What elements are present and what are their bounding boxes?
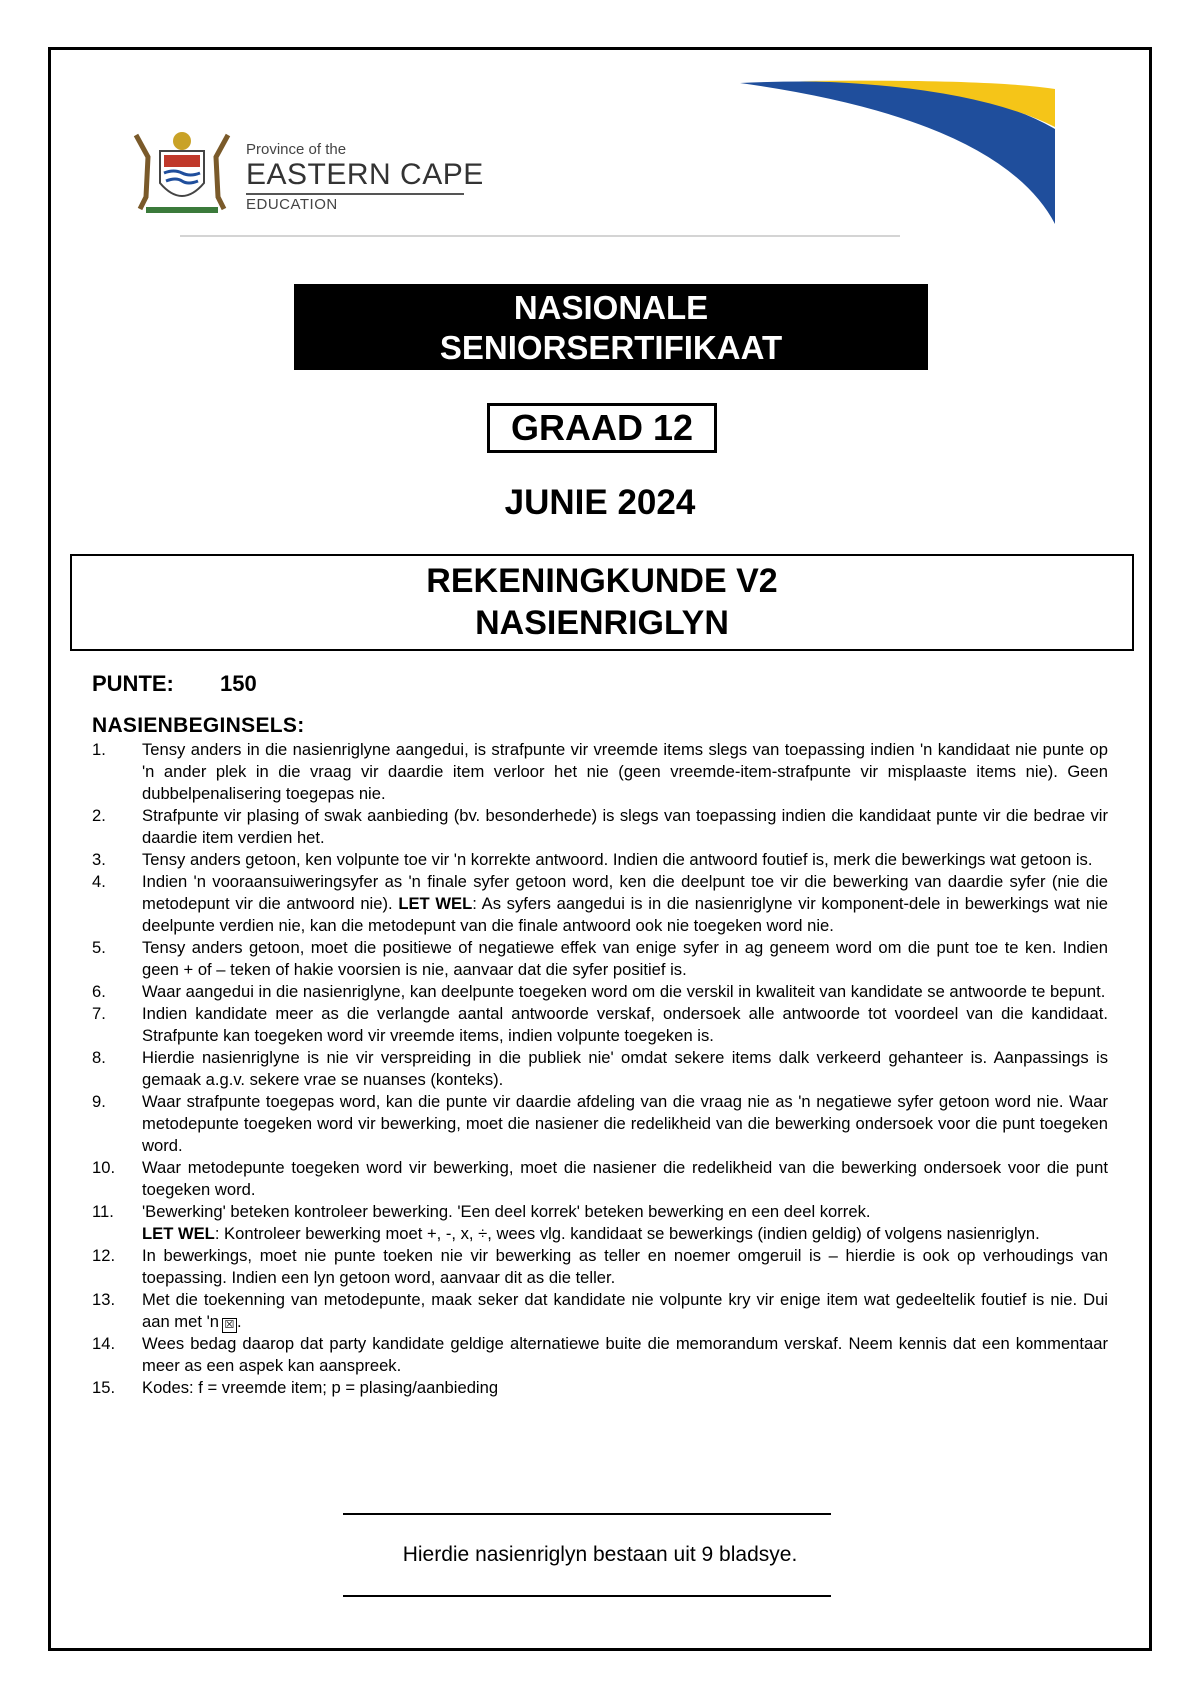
item-number: 14. — [92, 1334, 116, 1353]
item-text: Met die toekenning van metodepunte, maak seker dat kandidate nie volpunte kry vir enige item wat gedeeltelik foutief is nie. Dui aan met 'n ☒ . — [142, 1290, 1108, 1331]
page-count-note: Hierdie nasienriglyn bestaan uit 9 bladsye. — [402, 1543, 798, 1566]
list-item — [92, 1003, 1108, 1047]
item-number: 11. — [92, 1202, 114, 1221]
item-number: 3. — [92, 850, 106, 869]
list-item — [92, 739, 1108, 805]
list-item — [92, 805, 1108, 849]
swoosh-graphic-icon — [740, 79, 1055, 224]
list-item — [92, 981, 1108, 1003]
banner-line-2: SENIORSERTIFIKAAT — [439, 329, 783, 366]
coat-of-arms-icon — [126, 127, 238, 217]
list-item — [92, 1201, 1108, 1245]
subject-box — [70, 554, 1134, 651]
item-number: 15. — [92, 1378, 116, 1397]
marking-principles — [92, 713, 1108, 1399]
logo-main-text: EASTERN CAPE — [246, 158, 484, 191]
note-label: LET WEL — [142, 1224, 215, 1243]
item-number: 10. — [92, 1158, 116, 1177]
list-item — [92, 1091, 1108, 1157]
item-number: 13. — [92, 1290, 116, 1309]
item-text: Tensy anders getoon, moet die positiewe of negatiewe effek van enige syfer in ag geneem word om die punt toe te ken. Indien geen + of – teken of hakie voorsien is nie, aanvaar dat die syfer positief is. — [142, 938, 1108, 979]
note-label: LET WEL — [398, 894, 473, 913]
document-type: NASIENRIGLYN — [475, 604, 729, 642]
list-item — [92, 1157, 1108, 1201]
item-text: Waar metodepunte toegeken word vir bewerking, moet die nasiener die redelikheid van die bewerking ondersoek voor die punt toegeken word. — [142, 1158, 1108, 1199]
item-number: 5. — [92, 938, 106, 957]
item-number: 1. — [92, 740, 106, 759]
item-text: Wees bedag daarop dat party kandidate geldige alternatiewe buite die memorandum verskaf. Neem kennis dat een kommentaar meer as een aspek kan aanspreek. — [142, 1334, 1108, 1375]
item-text: Waar aangedui in die nasienriglyne, kan deelpunte toegeken word om die verskil in kwaliteit van kandidate se antwoorde te bepunt. — [142, 982, 1106, 1001]
item-text: Waar strafpunte toegepas word, kan die punte vir daardie afdeling van die vraag nie as 'n negatiewe syfer getoon word nie. Waar metodepunte toegeken word vir bewerking, moet die nasiener die redelikheid van die bewerking ondersoek voor die punt toegeken word. — [142, 1092, 1108, 1155]
subject-title: REKENINGKUNDE V2 — [426, 562, 778, 600]
certificate-banner — [294, 284, 928, 370]
principles-list — [92, 739, 1108, 1399]
item-text: Kodes: f = vreemde item; p = plasing/aanbieding — [142, 1378, 499, 1397]
item-number: 12. — [92, 1246, 116, 1265]
item-text: Tensy anders getoon, ken volpunte toe vir 'n korrekte antwoord. Indien die antwoord foutief is, merk die bewerkings wat getoon is. — [142, 850, 1093, 869]
item-text: Indien kandidate meer as die verlangde aantal antwoorde verskaf, ondersoek alle antwoorde tot voordeel van die kandidaat. Strafpunte kan toegeken word vir vreemde items, indien volpunte toegeken is. — [142, 1004, 1108, 1045]
banner-line-1: NASIONALE — [513, 289, 709, 326]
list-item — [92, 1047, 1108, 1091]
list-item — [92, 1289, 1108, 1333]
item-number: 6. — [92, 982, 106, 1001]
logo — [246, 142, 484, 213]
marks-value: 150 — [220, 671, 257, 696]
grade-box: GRAAD 12 — [487, 403, 717, 453]
logo-province-text: Province of the — [246, 141, 347, 158]
header — [120, 75, 1055, 245]
item-number: 2. — [92, 806, 106, 825]
list-item — [92, 1377, 1108, 1399]
item-text: Hierdie nasienriglyne is nie vir verspreiding in die publiek nie' omdat sekere items dalk verkeerd gehanteer is. Aanpassings is gemaak a.g.v. sekere vrae se nuanses (konteks). — [142, 1048, 1108, 1089]
footer-bottom-rule — [343, 1595, 831, 1597]
crossed-box-icon: ☒ — [222, 1318, 237, 1333]
item-text: 'Bewerking' beteken kontroleer bewerking. 'Een deel korrek' beteken bewerking en een deel korrek. LET WEL: Kontroleer bewerking moet +, -, x, ÷, wees vlg. kandidaat se bewerkings (indien geldig) of volgens nasienriglyn. — [142, 1202, 1040, 1243]
list-item — [92, 871, 1108, 937]
item-text: Indien 'n vooraansuiweringsyfer as 'n finale syfer getoon word, ken die deelpunt toe vir die bewerking van daardie syfer (nie die metodepunt vir die antwoord nie). LET WEL: As syfers aangedui is in die nasienriglyne vir komponent-dele in bewerkings wat nie deelpunte verdien nie, kan die metodepunt van die finale antwoord ook nie toegeken word nie. — [142, 872, 1108, 935]
footer-top-rule — [343, 1513, 831, 1515]
list-item — [92, 849, 1108, 871]
total-marks — [92, 670, 257, 698]
item-text: Tensy anders in die nasienriglyne aangedui, is strafpunte vir vreemde items slegs van toepassing indien 'n kandidaat nie punte op 'n ander plek in die vraag vir daardie item verloor het nie (geen vreemde-item-strafpunte vir misplaaste items nie). Geen dubbelpenalisering toegepas nie. — [142, 740, 1108, 803]
principles-title: NASIENBEGINSELS: — [92, 714, 305, 737]
item-number: 9. — [92, 1092, 106, 1111]
list-item — [92, 937, 1108, 981]
marks-label: PUNTE: — [92, 671, 174, 696]
item-number: 4. — [92, 872, 106, 891]
header-divider — [180, 235, 900, 237]
item-number: 7. — [92, 1004, 106, 1023]
logo-underline — [246, 193, 464, 195]
item-number: 8. — [92, 1048, 106, 1067]
logo-sub-text: EDUCATION — [246, 196, 338, 213]
list-item — [92, 1333, 1108, 1377]
item-text: In bewerkings, moet nie punte toeken nie vir bewerking as teller en noemer omgeruil is – hierdie is ook op verhoudings van toepassing. Indien een lyn getoon word, aanvaar dit as die teller. — [142, 1246, 1108, 1287]
exam-date: JUNIE 2024 — [504, 483, 696, 522]
list-item — [92, 1245, 1108, 1289]
item-text: Strafpunte vir plasing of swak aanbieding (bv. besonderhede) is slegs van toepassing indien die kandidaat punte vir die bedrae vir daardie item verdien het. — [142, 806, 1108, 847]
